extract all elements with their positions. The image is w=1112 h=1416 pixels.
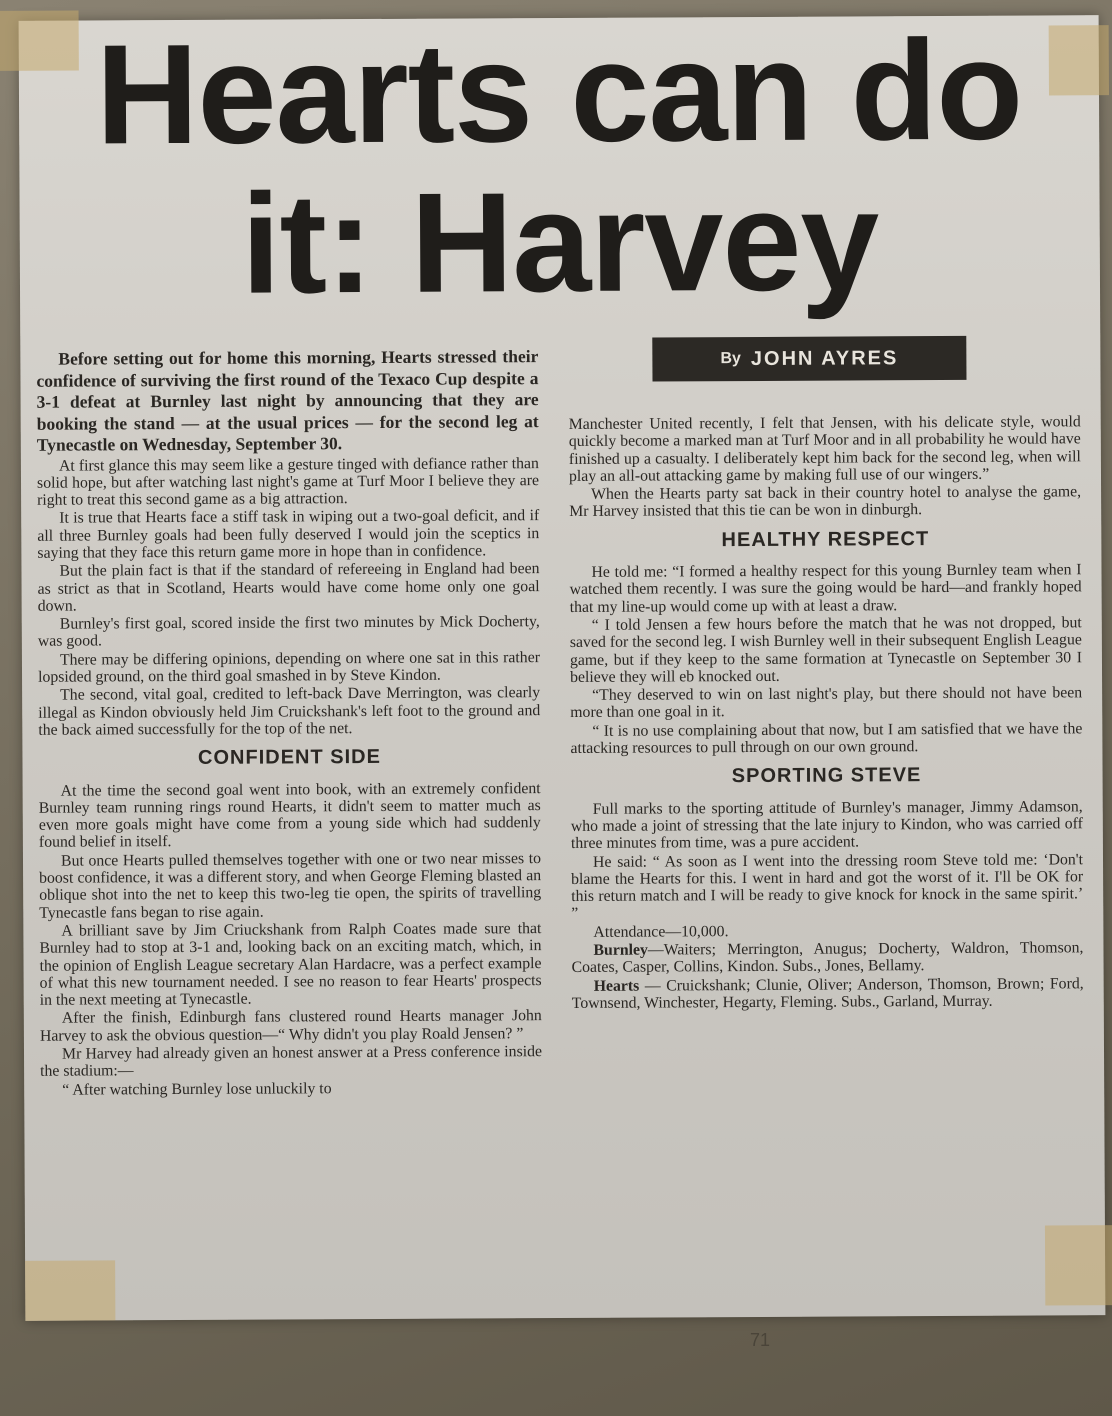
article-paragraph: It is true that Hearts face a stiff task in wiping out a two-goal deficit, and if all three Burnley goals had been fully deserved I would join the sceptics in saying that they face this return game more in hope than in confidence. <box>37 507 540 562</box>
tape-bottom-right <box>1045 1225 1112 1305</box>
right-column <box>569 413 1084 1013</box>
byline-box <box>652 336 966 382</box>
article-paragraph: When the Hearts party sat back in their country hotel to analyse the game, Mr Harvey insisted that this tie can be won in dinburgh. <box>569 483 1082 521</box>
team-name: Hearts <box>593 977 640 995</box>
tape-bottom-left <box>25 1260 115 1320</box>
team-players: —Waiters; Merrington, Anugus; Docherty, Waldron, Thomson, Coates, Casper, Collins, Kindon. Subs., Jones, Bellamy. <box>571 939 1084 977</box>
lineup-burnley <box>571 939 1083 976</box>
article-paragraph: There may be differing opinions, depending on where one sat in this rather lopsided ground, on the third goal smashed in by Steve Kindon. <box>37 648 540 686</box>
article-paragraph: He told me: “I formed a healthy respect for this young Burnley team when I watched them recently. I was sure the going would be hard—and frankly hoped that my line-up would come up with at least a draw. <box>569 561 1082 616</box>
article-paragraph: “ It is no use complaining about that now, but I am satisfied that we have the attacking resources to pull through on our own ground. <box>570 720 1083 758</box>
lineup-hearts <box>572 975 1084 1012</box>
team-name: Burnley <box>593 941 648 959</box>
headline-line1: Hearts can do <box>95 10 1023 175</box>
article-paragraph: But the plain fact is that if the standard of refereeing in England had been as strict as that in Scotland, Hearts would have come home only one goal down. <box>37 560 540 615</box>
newspaper-clipping <box>19 10 1106 1321</box>
article-paragraph: At the time the second goal went into book, with an extremely confident Burnley team running rings round Hearts, it didn't seem to matter much as even more goals might have come from a young side which had suddenly found belief in itself. <box>38 779 541 852</box>
headline-line2: it: Harvey <box>240 161 879 324</box>
article-paragraph: Mr Harvey had already given an honest answer at a Press conference inside the stadium:— <box>40 1043 543 1081</box>
article-paragraph: Burnley's first goal, scored inside the first two minutes by Mick Docherty, was good. <box>37 613 540 651</box>
byline-author: JOHN AYRES <box>750 346 899 370</box>
subhead-confident-side: CONFIDENT SIDE <box>197 746 381 770</box>
article-paragraph: “They deserved to win on last night's play, but there should not have been more than one goal in it. <box>570 684 1083 722</box>
headline <box>39 10 1081 324</box>
lead-paragraph: Before setting out for home this morning, Hearts stressed their confidence of surviving the first round of the Texaco Cup despite a 3-1 defeat at Burnley last night by announcing that they are booking the stand — at the usual prices — for the second leg at Tynecastle on Wednesday, September 30. <box>36 346 539 455</box>
article-paragraph: Manchester United recently, I felt that Jensen, with his delicate style, would quickly become a marked man at Turf Moor and in all probability he would have finished up a casualty. I deliberately kept him back for the second leg, when will play an all-out attacking game by making full use of our wingers.” <box>568 413 1081 485</box>
article-paragraph: “ After watching Burnley lose unluckily to <box>62 1079 332 1099</box>
article-paragraph: After the finish, Edinburgh fans clustered round Hearts manager John Harvey to ask the obvious question—“ Why didn't you play Roald Jensen? ” <box>39 1007 542 1045</box>
subhead-sporting-steve: SPORTING STEVE <box>731 764 922 788</box>
article-paragraph: “ I told Jensen a few hours before the match that he was not dropped, but saved for the second leg. I wish Burnley well in their subsequent English League game, but if they keep to the same formation at Tynecastle on September 30 I believe they will eb knocked out. <box>569 614 1082 686</box>
attendance: Attendance—10,000. <box>593 922 729 941</box>
article-paragraph: A brilliant save by Jim Criuckshank from Ralph Coates made sure that Burnley had to stop at 3-1 and, looking back on an exciting match, which, in the opinion of English League secretary Alan Hardacre, was a perfect example of what this new tournament needed. I see no reason to fear Hearts' prospects in the next meeting at Tynecastle. <box>39 920 542 1009</box>
byline-by: By <box>720 350 741 368</box>
article-paragraph: Full marks to the sporting attitude of Burnley's manager, Jimmy Adamson, who made a joint of stressing that the late injury to Kindon, who was carried off three minutes from time, was a pure accident. <box>570 797 1083 853</box>
article-paragraph: But once Hearts pulled themselves together with one or two near misses to boost confidence, it was a different story, and when George Fleming blasted an oblique shot into the net to keep this two-leg tie open, the spirits of travelling Tynecastle fans began to rise again. <box>39 849 542 922</box>
team-players: — Cruickshank; Clunie, Oliver; Anderson, Thomson, Brown; Ford, Townsend, Winchester, Hegarty, Fleming. Subs., Garland, Murray. <box>571 974 1084 1012</box>
article-paragraph: The second, vital goal, credited to left-back Dave Merrington, was clearly illegal as Kindon obviously held Jim Cruickshank's left foot to the ground and the back aimed successfully for the top of the net. <box>38 684 541 739</box>
article-paragraph: He said: “ As soon as I went into the dressing room Steve told me: ‘Don't blame the Hearts for this. I went in hard and got the worst of it. I'll be OK for this return match and I will be ready to give knock for knock in the same spirit.’ ” <box>571 850 1084 923</box>
subhead-healthy-respect: HEALTHY RESPECT <box>721 527 930 551</box>
article-paragraph: At first glance this may seem like a gesture tinged with defiance rather than solid hope, but after watching last night's game at Turf Moor I believe they are right to treat this second game as a big attraction. <box>36 454 540 509</box>
page-mark: 71 <box>750 1330 771 1350</box>
left-column <box>36 346 542 1100</box>
